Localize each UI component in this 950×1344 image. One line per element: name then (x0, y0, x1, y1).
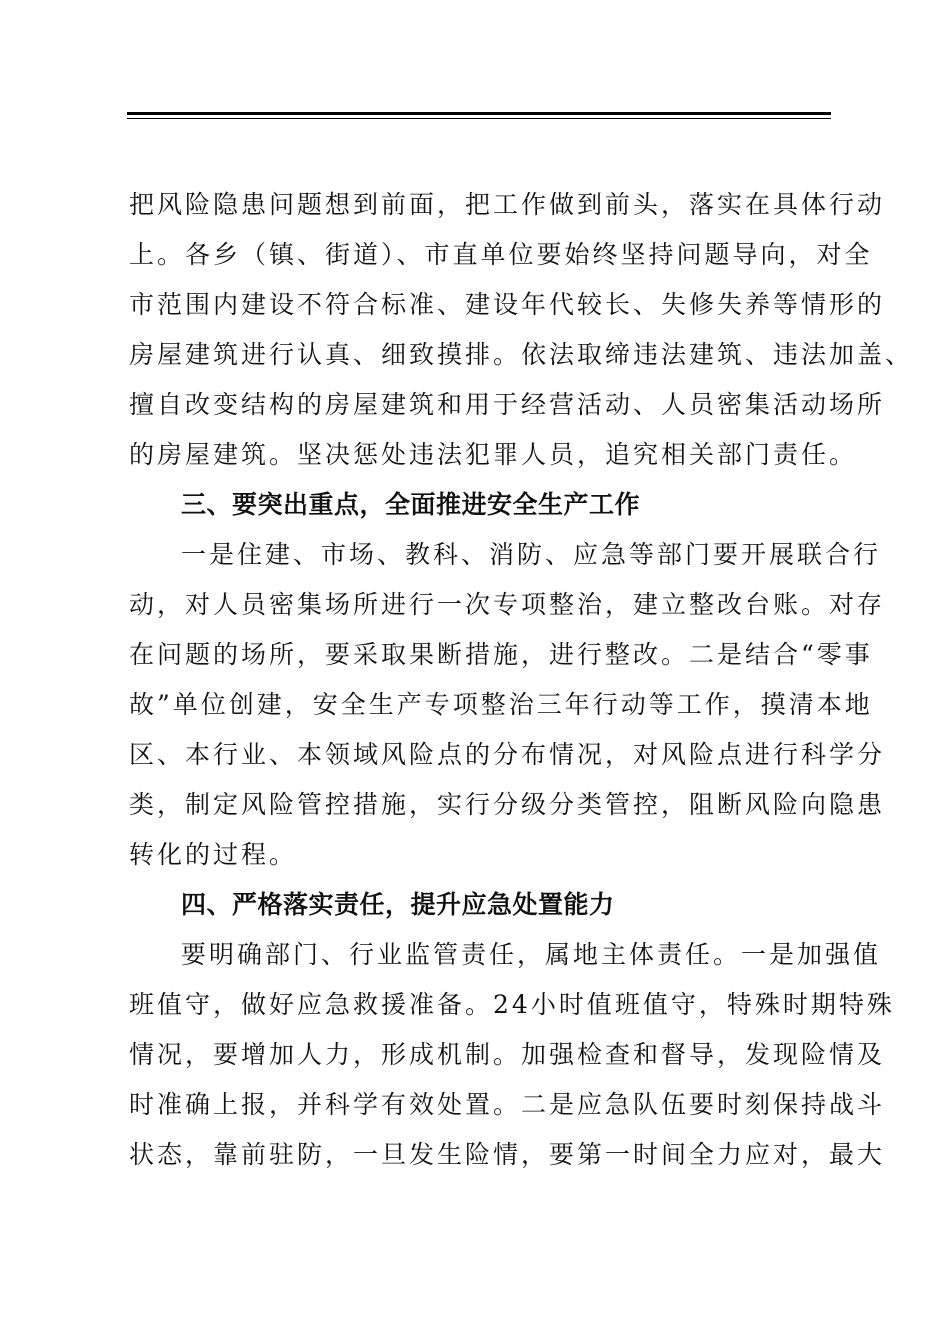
body-line: 时准确上报，并科学有效处置。二是应急队伍要时刻保持战斗 (129, 1090, 886, 1119)
document-body (129, 180, 914, 1180)
body-line: 在问题的场所，要采取果断措施，进行整改。二是结合“零事 (129, 640, 873, 669)
body-line: 类，制定风险管控措施，实行分级分类管控，阻断风险向隐患 (129, 790, 886, 819)
header-rule-thin (127, 118, 831, 119)
body-line: 市范围内建设不符合标准、建设年代较长、失修失养等情形的 (129, 290, 886, 319)
body-line: 房屋建筑进行认真、细致摸排。依法取缔违法建筑、违法加盖、 (129, 340, 914, 369)
body-line: 一是住建、市场、教科、消防、应急等部门要开展联合行 (181, 540, 882, 569)
body-line: 动，对人员密集场所进行一次专项整治，建立整改台账。对存 (129, 590, 886, 619)
body-line: 上。各乡（镇、街道）、市直单位要始终坚持问题导向，对全 (129, 240, 873, 269)
body-line: 的房屋建筑。坚决惩处违法犯罪人员，追究相关部门责任。 (129, 440, 858, 469)
body-line: 状态，靠前驻防，一旦发生险情，要第一时间全力应对，最大 (129, 1140, 886, 1169)
body-line: 把风险隐患问题想到前面，把工作做到前头，落实在具体行动 (129, 190, 886, 219)
body-line: 要明确部门、行业监管责任，属地主体责任。一是加强值 (181, 940, 882, 969)
header-rule-thick (127, 112, 831, 115)
body-line: 擅自改变结构的房屋建筑和用于经营活动、人员密集活动场所 (129, 390, 886, 419)
body-line: 班值守，做好应急救援准备。24小时值班值守，特殊时期特殊 (129, 990, 895, 1019)
section-heading-3: 三、要突出重点，全面推进安全生产工作 (181, 490, 641, 519)
body-line: 转化的过程。 (129, 840, 298, 869)
body-line: 情况，要增加人力，形成机制。加强检查和督导，发现险情及 (129, 1040, 886, 1069)
body-line: 区、本行业、本领域风险点的分布情况，对风险点进行科学分 (129, 740, 886, 769)
section-heading-4: 四、严格落实责任，提升应急处置能力 (181, 890, 615, 919)
body-line: 故”单位创建，安全生产专项整治三年行动等工作，摸清本地 (129, 690, 873, 719)
